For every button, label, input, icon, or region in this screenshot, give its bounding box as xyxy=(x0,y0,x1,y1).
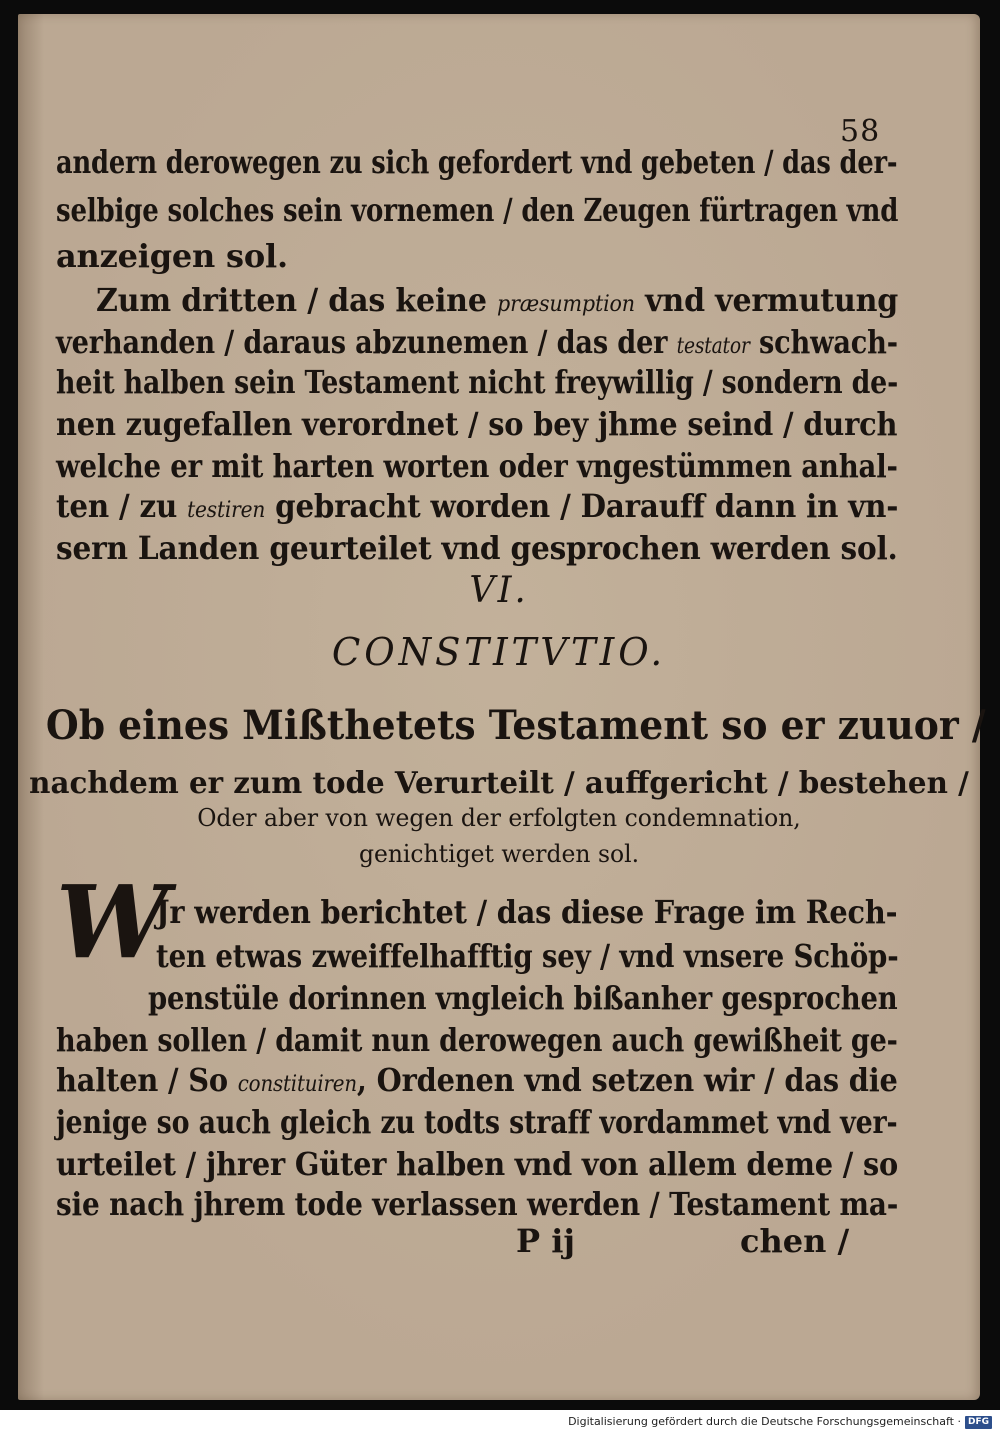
para2-line-1-a: Zum dritten / das keine xyxy=(96,281,498,319)
heading-line-1: Ob eines Mißthetets Testament so er zuuor / xyxy=(45,702,986,749)
body-line-6: jenige so auch gleich zu todts straff vordammet vnd ver- xyxy=(56,1103,898,1141)
para2-line-2 xyxy=(56,322,898,367)
book-page xyxy=(18,14,986,1400)
heading-line-4: genichtiget werden sol. xyxy=(358,840,640,868)
heading-line-2: nachdem er zum tode Verurteilt / auffgericht / bestehen / xyxy=(29,766,969,801)
signature-mark: P ij xyxy=(516,1222,575,1260)
body-line-2: ten etwas zweiffelhafftig sey / vnd vnsere Schöp- xyxy=(156,937,899,975)
section-label: CONSTITVTIO. xyxy=(331,630,667,674)
para2-line-3: heit halben sein Testament nicht freywillig / sondern de- xyxy=(56,363,899,401)
para2-line-6-latin: testiren xyxy=(187,498,266,523)
para2-line-4: nen zugefallen verordnet / so bey jhme seind / durch xyxy=(56,405,898,443)
para2-line-1 xyxy=(96,280,898,325)
heading-line-3: Oder aber von wegen der erfolgten condemnation, xyxy=(197,804,801,832)
body-line-5 xyxy=(56,1060,898,1105)
body-line-4: haben sollen / damit nun derowegen auch gewißheit ge- xyxy=(56,1021,898,1059)
dfg-logo: DFG xyxy=(965,1416,992,1429)
body-line-8: sie nach jhrem tode verlassen werden / Testament ma- xyxy=(56,1185,899,1223)
catchword: chen / xyxy=(740,1222,850,1260)
body-line-5-c: , Ordenen vnd setzen wir / das die xyxy=(356,1061,898,1099)
para1-line-3: anzeigen sol. xyxy=(56,237,288,275)
body-line-1: Jr werden berichtet / das diese Frage im Rech- xyxy=(156,893,898,931)
body-line-3: penstüle dorinnen vngleich bißanher gesprochen xyxy=(148,979,898,1017)
body-line-5-latin: constituiren xyxy=(237,1072,357,1097)
section-number: VI. xyxy=(469,570,529,611)
body-line-5-a: halten / So xyxy=(56,1061,238,1099)
para1-line-1: andern derowegen zu sich gefordert vnd gebeten / das der- xyxy=(56,143,898,181)
para1-line-2: selbige solches sein vornemen / den Zeugen fürtragen vnd xyxy=(56,191,899,229)
para2-line-5: welche er mit harten worten oder vngestümmen anhal- xyxy=(56,447,898,485)
footer-text: Digitalisierung gefördert durch die Deutsche Forschungsgemeinschaft · xyxy=(568,1415,961,1428)
para2-line-2-a: verhanden / daraus abzunemen / das der xyxy=(56,323,677,361)
para2-line-7: sern Landen geurteilet vnd gesprochen werden sol. xyxy=(56,529,898,567)
para2-line-1-latin: præsumption xyxy=(497,292,635,317)
body-line-7: urteilet / jhrer Güter halben vnd von allem deme / so xyxy=(56,1145,899,1183)
para2-line-6-a: ten / zu xyxy=(56,487,188,525)
page-number: 58 xyxy=(840,114,881,149)
para2-line-2-latin: testator xyxy=(676,334,750,359)
page-text xyxy=(18,14,986,1400)
para2-line-6-c: gebracht worden / Darauff dann in vn- xyxy=(265,487,899,525)
para2-line-1-c: vnd vermutung xyxy=(634,281,899,319)
digitization-footer xyxy=(0,1412,1000,1432)
drop-capital: W xyxy=(56,863,169,981)
para2-line-6 xyxy=(56,486,898,531)
para2-line-2-c: schwach- xyxy=(749,323,898,361)
